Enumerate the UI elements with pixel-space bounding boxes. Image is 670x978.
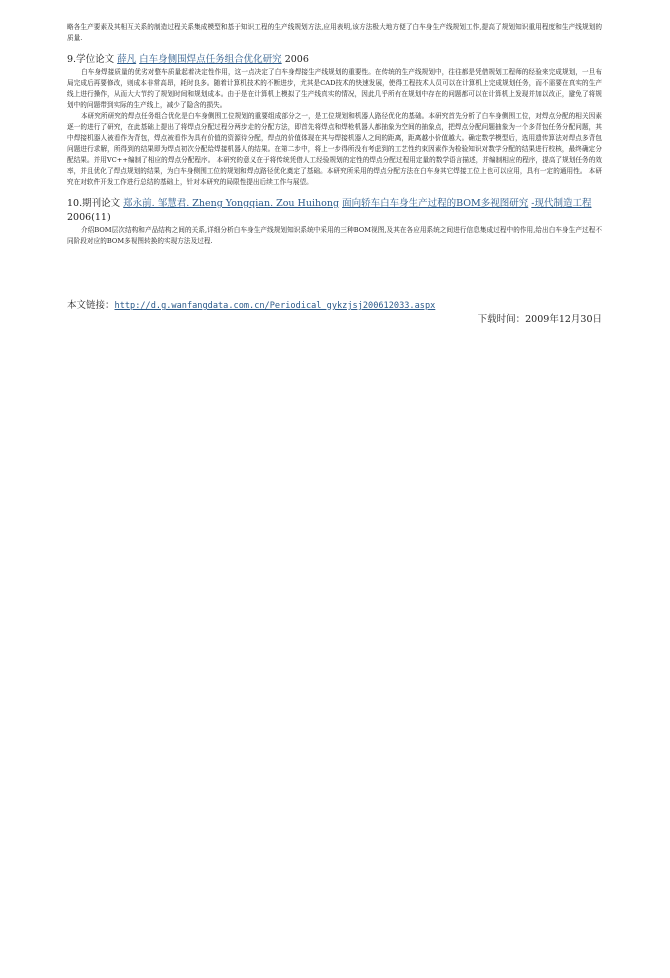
entry-type: 期刊论文 bbox=[82, 198, 121, 209]
article-url-link[interactable]: http://d.g.wanfangdata.com.cn/Periodical_gykzjsj200612033.aspx bbox=[114, 301, 436, 311]
authors-link[interactable]: 郑永前. 邹慧君. Zheng Yongqian. Zou Huihong bbox=[123, 198, 340, 209]
entry-9-heading bbox=[67, 53, 602, 67]
entry-year: 2006 bbox=[284, 54, 309, 65]
entry-number: 10. bbox=[67, 198, 83, 209]
author-link[interactable]: 薛凡 bbox=[117, 54, 137, 65]
title-link[interactable]: 面向轿车白车身生产过程的BOM多视图研究 bbox=[342, 198, 529, 209]
previous-abstract-tail: 略各生产要素及其相互关系的制造过程关系集成模型和基于知识工程的生产线规划方法,应用表明,该方法极大地方便了白车身生产线规划工作,提高了规划知识重用程度和生产线规划的质量. bbox=[67, 23, 602, 42]
entry-issue: 2006(11) bbox=[67, 212, 111, 223]
entry-9-abstract-1: 白车身焊接质量的优劣对整车质量起着决定性作用，这一点决定了白车身焊接生产线规划的重要性。在传统的生产线规划中，往往都是凭借规划工程师的经验来完成规划，一旦布局完成后再要修改，则成本非常高昂，耗时良多。随着计算机技术的不断进步，尤其是CAD技术的快速发展，使得工程技术人员可以在计算机上完成规划任务，而不需要在真实的生产线上进行操作，从而大大节约了规划时间和规划成本。由于是在计算机上模拟了生产线真实的情况，因此几乎所有在规划中存在的问题都可以在计算机上发现并加以改正，避免了将规划中的问题带到实际的生产线上，减少了隐含的损失。 bbox=[67, 68, 602, 109]
journal-link[interactable]: -现代制造工程 bbox=[531, 198, 592, 209]
entry-type: 学位论文 bbox=[76, 54, 115, 65]
entry-number: 9. bbox=[67, 54, 77, 65]
entry-9-abstract-2: 本研究所研究的焊点任务组合优化是白车身侧围工位规划的重要组成部分之一，是工位规划和机器人路径优化的基础。本研究首先分析了白车身侧围工位，对焊点分配的相关因素逐一的进行了研究，在此基础上提出了将焊点分配过程分两步走的分配方法，即首先将焊点和焊枪机器人都抽象为空间的抽象点，把焊点分配问题抽象为一个多背包任务分配问题，其中焊接机器人被看作为背包，焊点被看作为具有价值的资源待分配，焊点的价值体现在其与焊接机器人之间的距离，距离越小价值越大。确定数学模型后，选用遗传算法对焊点多背包问题进行求解，所得到的结果即为焊点初次分配给焊接机器人的结果。在第二步中，将上一步得所没有考虑到的工艺性约束因素作为检验知识对数学分配的结果进行校核，最终确定分配结果。并用VC++编制了相应的焊点分配程序。 本研究的意义在于将传统凭借人工经验规划的定性的焊点分配过程用定量的数学语言描述，并编制相应的程序，提高了规划任务的效率，并且优化了焊点规划的结果，为白车身侧围工位的规划和焊点路径优化奠定了基础。本研究所采用的焊点分配方法在白车身其它焊接工位上也可以应用，具有一定的通用性。 本研究在对软件开发工作进行总结的基础上，针对本研究的局限性提出后续工作与展望。 bbox=[67, 112, 602, 186]
title-link[interactable]: 白车身侧围焊点任务组合优化研究 bbox=[139, 54, 282, 65]
document-page bbox=[67, 22, 602, 327]
article-link-line bbox=[67, 299, 602, 313]
link-label: 本文链接： bbox=[67, 300, 115, 311]
spacer bbox=[67, 247, 602, 299]
entry-10-abstract: 介绍BOM层次结构和产品结构之间的关系,详细分析白车身生产线规划知识系统中采用的三种BOM视图,及其在各应用系统之间进行信息集成过程中的作用,给出白车身生产过程不同阶段对应的BOM多视图转换的实现方法及过程. bbox=[67, 226, 602, 245]
download-time: 下载时间：2009年12月30日 bbox=[477, 314, 602, 325]
entry-10-heading bbox=[67, 197, 602, 225]
